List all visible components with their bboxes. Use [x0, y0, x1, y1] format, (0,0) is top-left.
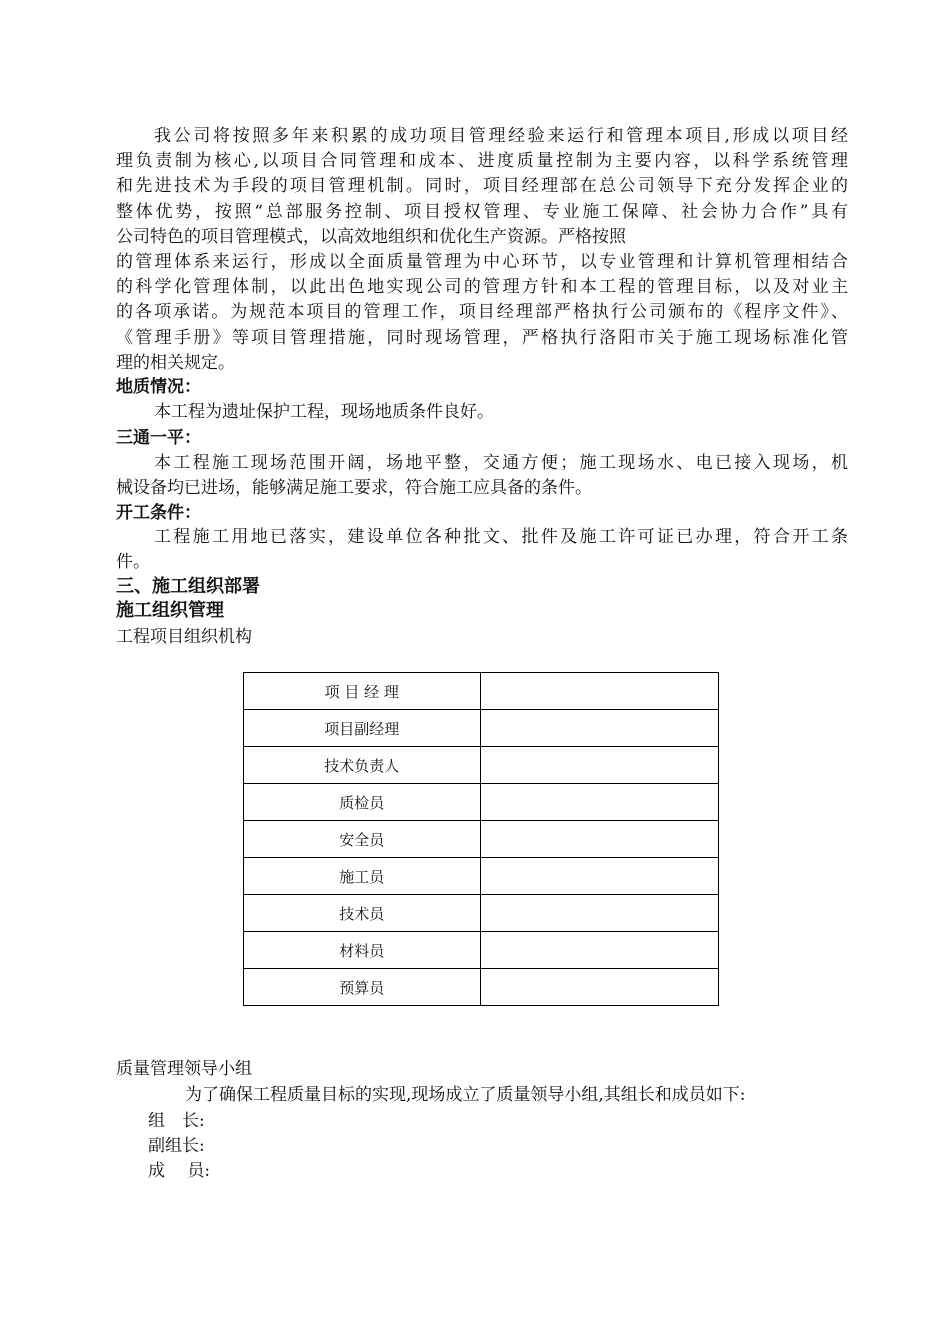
name-cell [480, 821, 718, 858]
intro-line: 整体优势，按照“总部服务控制、项目授权管理、专业施工保障、社会协力合作”具有 [116, 201, 848, 222]
start-conditions-heading: 开工条件： [116, 503, 201, 523]
intro-line: 《管理手册》等项目管理措施，同时现场管理，严格执行洛阳市关于施工现场标准化管 [116, 327, 848, 348]
name-cell [480, 969, 718, 1006]
role-cell: 项目副经理 [244, 710, 481, 747]
table-row [244, 710, 719, 747]
three-one-paragraph [116, 451, 848, 501]
table-row [244, 673, 719, 710]
role-cell: 质检员 [244, 784, 481, 821]
three-one-line: 本工程施工现场范围开阔，场地平整，交通方便；施工现场水、电已接入现场，机 [154, 453, 848, 473]
table-row [244, 858, 719, 895]
three-one-line: 械设备均已进场，能够满足施工要求，符合施工应具备的条件。 [116, 478, 592, 499]
section-title: 三、施工组织部署 [116, 576, 260, 597]
intro-line: 我公司将按照多年来积累的成功项目管理经验来运行和管理本项目,形成以项目经 [154, 126, 848, 146]
start-conditions-paragraph [116, 525, 848, 575]
role-cell: 预算员 [244, 969, 481, 1006]
geology-heading: 地质情况： [116, 377, 201, 397]
role-cell: 安全员 [244, 821, 481, 858]
intro-line: 的管理体系来运行，形成以全面质量管理为中心环节，以专业管理和计算机管理相结合 [116, 251, 848, 272]
subsection-title: 施工组织管理 [116, 600, 224, 621]
table-row [244, 895, 719, 932]
role-cell: 项 目 经 理 [244, 673, 481, 710]
role-cell: 技术负责人 [244, 747, 481, 784]
org-structure-label: 工程项目组织机构 [116, 627, 252, 647]
name-cell [480, 932, 718, 969]
intro-line: 公司特色的项目管理模式，以高效地组织和优化生产资源。严格按照 [116, 226, 626, 247]
members-label: 成 员: [148, 1161, 211, 1181]
intro-line: 理负责制为核心,以项目合同管理和成本、进度质量控制为主要内容，以科学系统管理 [116, 151, 848, 172]
quality-group-text: 为了确保工程质量目标的实现,现场成立了质量领导小组,其组长和成员如下: [185, 1085, 746, 1105]
name-cell [480, 858, 718, 895]
table-row [244, 784, 719, 821]
geology-text: 本工程为遗址保护工程，现场地质条件良好。 [154, 402, 494, 422]
group-leader-label: 组 长: [148, 1111, 205, 1131]
quality-group-title: 质量管理领导小组 [116, 1059, 252, 1079]
org-structure-table [243, 672, 719, 1006]
role-cell: 施工员 [244, 858, 481, 895]
table-row [244, 932, 719, 969]
name-cell [480, 673, 718, 710]
deputy-leader-label: 副组长: [148, 1136, 205, 1156]
start-conditions-line: 件。 [116, 552, 150, 573]
intro-paragraph [116, 124, 848, 376]
intro-line: 和先进技术为手段的项目管理机制。同时，项目经理部在总公司领导下充分发挥企业的 [116, 176, 848, 197]
table-row [244, 747, 719, 784]
intro-line: 的各项承诺。为规范本项目的管理工作，项目经理部严格执行公司颁布的《程序文件》、 [116, 302, 848, 323]
role-cell: 材料员 [244, 932, 481, 969]
name-cell [480, 784, 718, 821]
name-cell [480, 710, 718, 747]
table-row [244, 969, 719, 1006]
intro-line: 的科学化管理体制，以此出色地实现公司的管理方针和本工程的管理目标，以及对业主 [116, 277, 848, 298]
table-row [244, 821, 719, 858]
role-cell: 技术员 [244, 895, 481, 932]
three-one-heading: 三通一平： [116, 428, 201, 448]
start-conditions-line: 工程施工用地已落实，建设单位各种批文、批件及施工许可证已办理，符合开工条 [154, 527, 848, 547]
intro-line: 理的相关规定。 [116, 352, 235, 373]
name-cell [480, 747, 718, 784]
geology-paragraph [116, 400, 848, 425]
name-cell [480, 895, 718, 932]
